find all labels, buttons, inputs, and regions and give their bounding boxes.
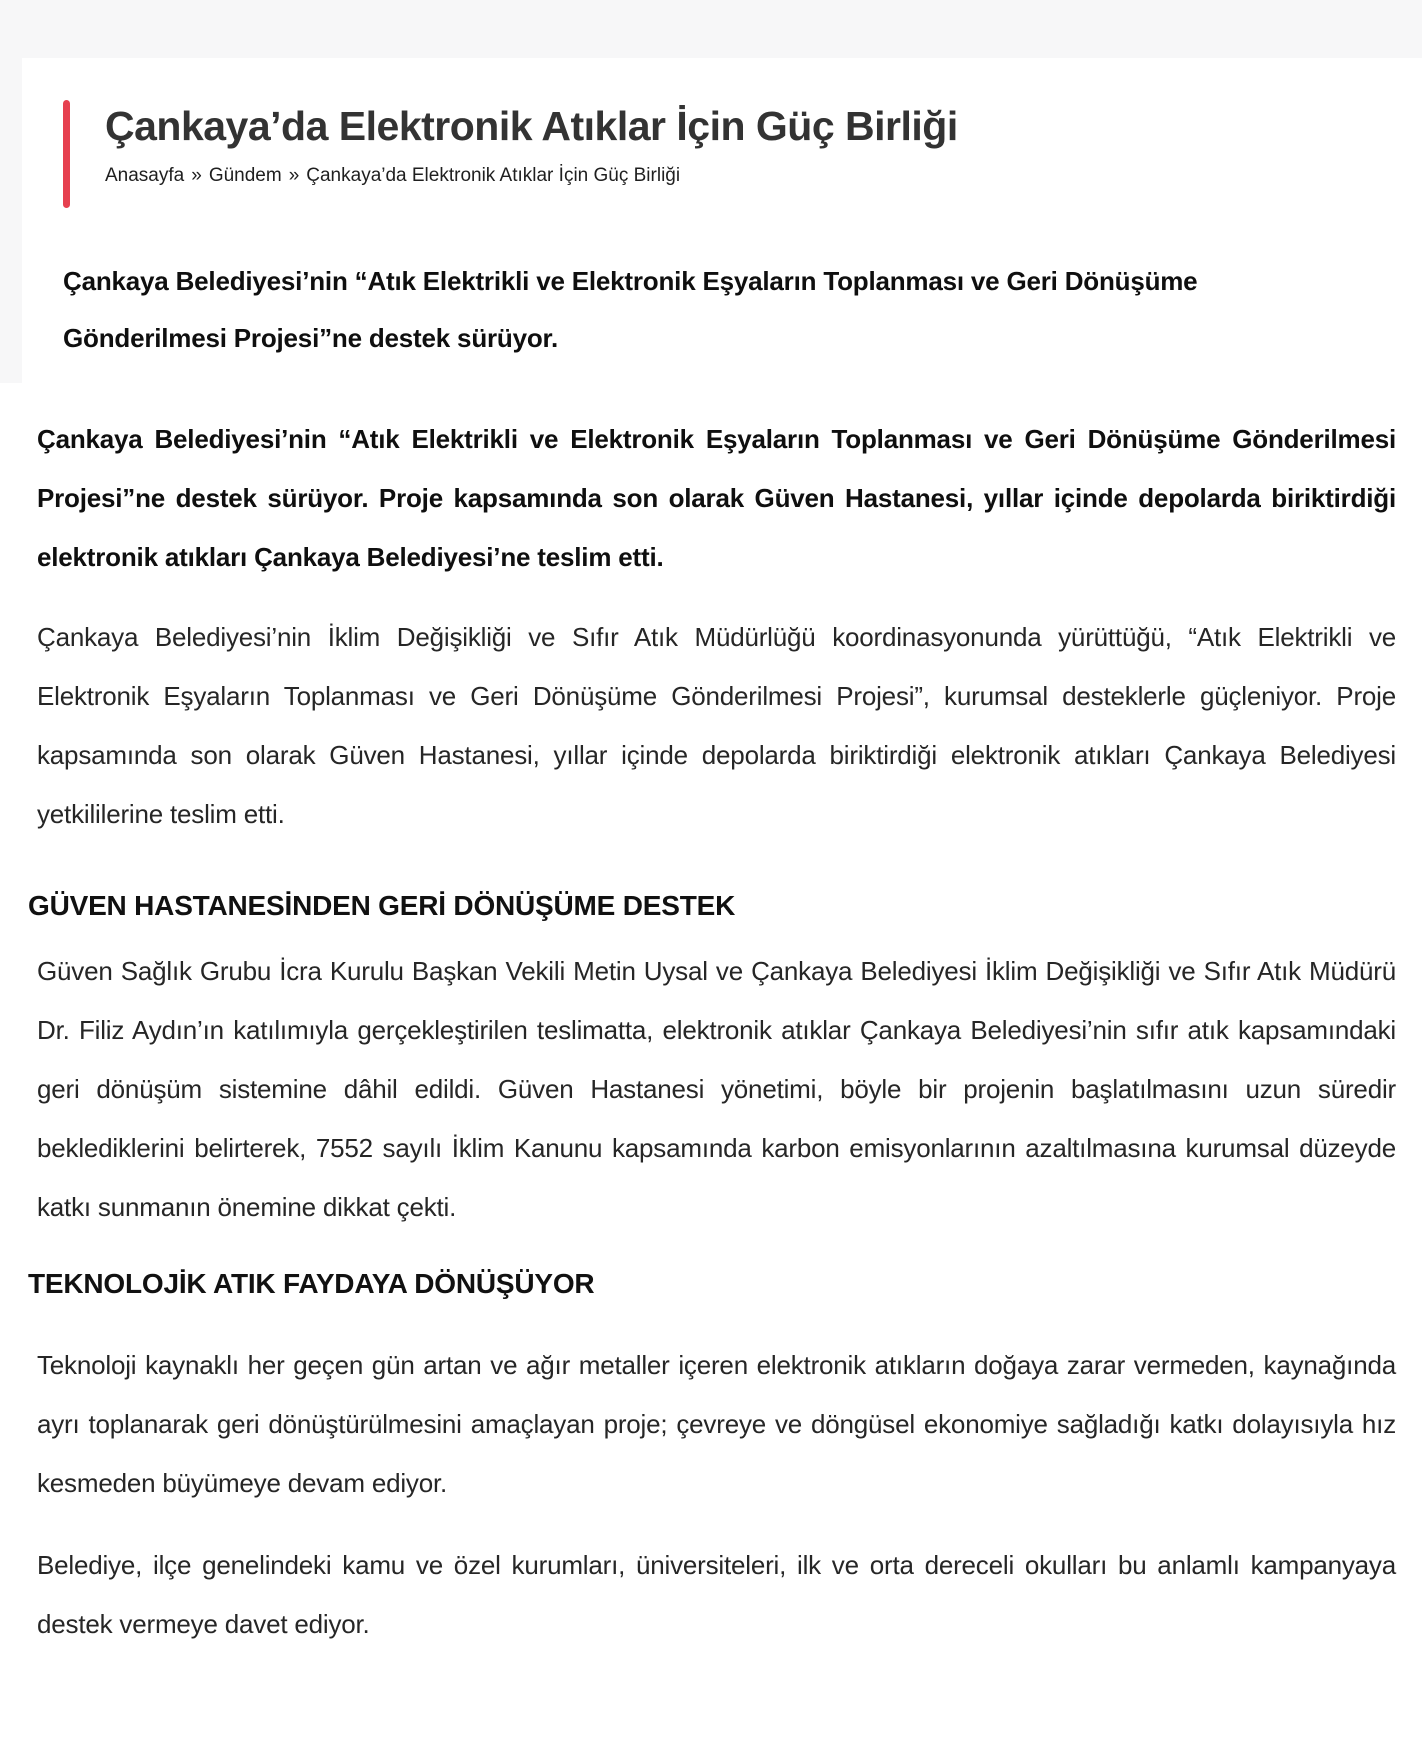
breadcrumb-separator-icon: » bbox=[191, 165, 202, 186]
breadcrumb-current-page: Çankaya’da Elektronik Atıklar İçin Güç Birliği bbox=[306, 165, 681, 186]
page-background-left-strip bbox=[0, 58, 22, 383]
paragraph-teknolojik-atik: Teknoloji kaynaklı her geçen gün artan ve ağır metaller içeren elektronik atıkların doğaya zarar vermeden, kaynağında ayrı toplanarak geri dönüştürülmesini amaçlayan proje; çevreye ve döngüsel ekonomiye sağladığı katkı dolayısıyla hız kesmeden büyümeye devam ediyor. bbox=[37, 1350, 1396, 1498]
paragraph-project-overview: Çankaya Belediyesi’nin İklim Değişikliği ve Sıfır Atık Müdürlüğü koordinasyonunda yürüttüğü, “Atık Elektrikli ve Elektronik Eşyaların Toplanması ve Geri Dönüşüme Gönderilmesi Projesi”, kurumsal desteklerle güçleniyor. Proje kapsamında son olarak Güven Hastanesi, yıllar içinde depolarda biriktirdiği elektronik atıkları Çankaya Belediyesi yetkililerine teslim etti. bbox=[37, 622, 1396, 829]
breadcrumb bbox=[105, 165, 958, 187]
title-column bbox=[70, 100, 958, 208]
page-title: Çankaya’da Elektronik Atıklar İçin Güç Birliği bbox=[105, 103, 958, 149]
breadcrumb-separator-icon: » bbox=[288, 165, 300, 186]
article-body bbox=[0, 410, 1422, 1654]
lead-paragraph: Çankaya Belediyesi’nin “Atık Elektrikli ve Elektronik Eşyaların Toplanması ve Geri Dönüşüme Gönderilmesi Projesi”ne destek sürüyor. Proje kapsamında son olarak Güven Hastanesi, yıllar içinde depolarda biriktirdiği elektronik atıkları Çankaya Belediyesi’ne teslim etti. bbox=[37, 424, 1396, 572]
breadcrumb-home-link[interactable]: Anasayfa bbox=[105, 165, 185, 186]
article-header bbox=[22, 0, 1422, 367]
section-heading-guven-hastanesi: GÜVEN HASTANESİNDEN GERİ DÖNÜŞÜME DESTEK bbox=[28, 890, 736, 921]
section-heading-teknolojik-atik: TEKNOLOJİK ATIK FAYDAYA DÖNÜŞÜYOR bbox=[28, 1268, 595, 1299]
breadcrumb-category-link[interactable]: Gündem bbox=[208, 165, 282, 186]
paragraph-belediye-davet: Belediye, ilçe genelindeki kamu ve özel kurumları, üniversiteleri, ilk ve orta dereceli okulları bu anlamlı kampanyaya destek vermeye davet ediyor. bbox=[37, 1550, 1396, 1639]
title-accent-bar bbox=[63, 100, 70, 208]
title-block bbox=[63, 100, 1362, 208]
paragraph-guven-hastanesi: Güven Sağlık Grubu İcra Kurulu Başkan Vekili Metin Uysal ve Çankaya Belediyesi İklim Değişikliği ve Sıfır Atık Müdürü Dr. Filiz Aydın’ın katılımıyla gerçekleştirilen teslimatta, elektronik atıklar Çankaya Belediyesi’nin sıfır atık kapsamındaki geri dönüşüm sistemine dâhil edildi. Güven Hastanesi yönetimi, böyle bir projenin başlatılmasını uzun süredir beklediklerini belirterek, 7552 sayılı İklim Kanunu kapsamında karbon emisyonlarının azaltılmasına kurumsal düzeyde katkı sunmanın önemine dikkat çekti. bbox=[37, 956, 1396, 1222]
article-summary: Çankaya Belediyesi’nin “Atık Elektrikli ve Elektronik Eşyaların Toplanması ve Geri Dönüşüme Gönderilmesi Projesi”ne destek sürüyor. bbox=[63, 266, 1198, 353]
